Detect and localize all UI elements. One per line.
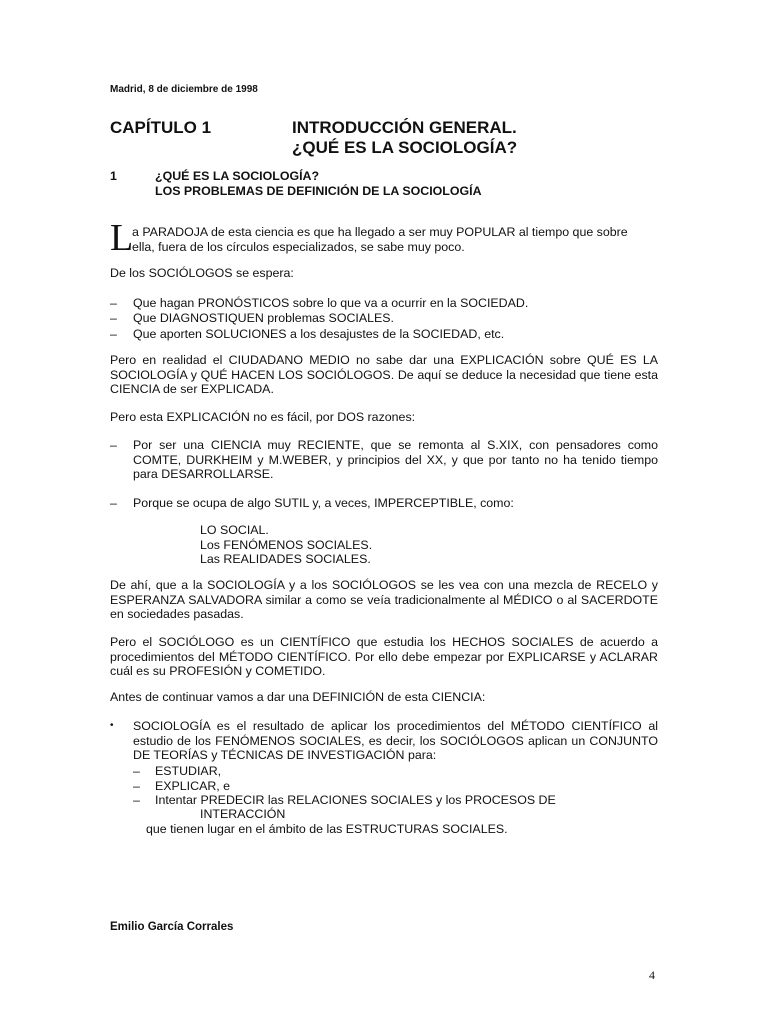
- paragraph-suspicion: De ahí, que a la SOCIOLOGÍA y a los SOCIÓLOGOS se les vea con una mezcla de RECELO y ESPERANZA SALVADORA similar a como se veía tradicionalmente al MÉDICO o al SACERDOTE en sociedades pasadas.: [110, 578, 658, 621]
- definition-closing: que tienen lugar en el ámbito de las ESTRUCTURAS SOCIALES.: [146, 822, 508, 836]
- chapter-title-line1: INTRODUCCIÓN GENERAL.: [292, 118, 517, 137]
- dash-marker: –: [133, 779, 140, 793]
- chapter-title: [292, 118, 517, 158]
- section-number: 1: [110, 169, 117, 183]
- expectations-lead: De los SOCIÓLOGOS se espera:: [110, 266, 294, 280]
- chapter-number: CAPÍTULO 1: [110, 118, 212, 137]
- section-title: [155, 169, 482, 198]
- sub-list-item-text: EXPLICAR, e: [155, 779, 231, 793]
- document-date: Madrid, 8 de diciembre de 1998: [110, 84, 258, 95]
- chapter-title-line2: ¿QUÉ ES LA SOCIOLOGÍA?: [292, 138, 518, 157]
- intro-line1: a PARADOJA de esta ciencia es que ha llegado a ser muy POPULAR al tiempo que sobre: [132, 225, 628, 239]
- sub-list-item: [133, 764, 681, 779]
- dash-marker: –: [110, 296, 117, 310]
- section-title-line1: ¿QUÉ ES LA SOCIOLOGÍA?: [155, 169, 320, 183]
- examples-block: [200, 523, 372, 567]
- dash-marker: –: [133, 793, 140, 807]
- dash-marker: –: [110, 496, 117, 510]
- dash-marker: –: [133, 764, 140, 778]
- definition-text: SOCIOLOGÍA es el resultado de aplicar los procedimientos del MÉTODO CIENTÍFICO al estudio de los FENÓMENOS SOCIALES, es decir, los SOCIÓLOGOS aplican un CONJUNTO DE TEORÍAS y TÉCNICAS DE INVESTIGACIÓN para:: [133, 719, 658, 762]
- author-name: Emilio García Corrales: [110, 921, 234, 933]
- list-item: [110, 496, 658, 511]
- definition-lead: Antes de continuar vamos a dar una DEFINICIÓN de esta CIENCIA:: [110, 690, 486, 704]
- dash-marker: –: [110, 438, 117, 452]
- list-item-text: Que hagan PRONÓSTICOS sobre lo que va a ocurrir en la SOCIEDAD.: [133, 296, 529, 310]
- intro-line2: ella, fuera de los círculos especializados, se sabe muy poco.: [132, 239, 465, 254]
- paragraph-citizen: Pero en realidad el CIUDADANO MEDIO no sabe dar una EXPLICACIÓN sobre QUÉ ES LA SOCIOLOGÍA y QUÉ HACEN LOS SOCIÓLOGOS. De aquí se deduce la necesidad que tiene esta CIENCIA de ser EXPLICADA.: [110, 353, 658, 396]
- sub-list-continuation: INTERACCIÓN: [200, 807, 286, 821]
- list-item: [110, 327, 658, 342]
- reason-two-text: Porque se ocupa de algo SUTIL y, a veces, IMPERCEPTIBLE, como:: [133, 496, 514, 510]
- sub-list-item: [133, 779, 681, 794]
- section-title-line2: LOS PROBLEMAS DE DEFINICIÓN DE LA SOCIOLOGÍA: [155, 183, 482, 198]
- paragraph-scientist: Pero el SOCIÓLOGO es un CIENTÍFICO que estudia los HECHOS SOCIALES de acuerdo a procedimientos del MÉTODO CIENTÍFICO. Por ello debe empezar por EXPLICARSE y ACLARAR cuál es su PROFESIÓN y COMETIDO.: [110, 635, 658, 678]
- intro-paragraph: [110, 217, 658, 259]
- list-item-text: Que aporten SOLUCIONES a los desajustes de la SOCIEDAD, etc.: [133, 327, 505, 341]
- bullet-marker: •: [110, 720, 114, 731]
- definition-bullet-item: [110, 719, 658, 764]
- example-item: LO SOCIAL.: [200, 523, 269, 537]
- example-item: Las REALIDADES SOCIALES.: [200, 552, 371, 566]
- sub-list-item-text: Intentar PREDECIR las RELACIONES SOCIALES y los PROCESOS DE: [155, 793, 556, 807]
- reasons-lead: Pero esta EXPLICACIÓN no es fácil, por DOS razones:: [110, 410, 416, 424]
- sub-list-item-text: ESTUDIAR,: [155, 764, 222, 778]
- dash-marker: –: [110, 327, 117, 341]
- example-item: Los FENÓMENOS SOCIALES.: [200, 537, 373, 552]
- intro-text: [132, 225, 658, 254]
- list-item: [110, 311, 658, 326]
- list-item: [110, 296, 658, 311]
- sub-list-item: [133, 793, 681, 808]
- list-item-text: Que DIAGNOSTIQUEN problemas SOCIALES.: [133, 311, 394, 325]
- list-item: [110, 438, 658, 482]
- drop-cap: L: [110, 217, 134, 259]
- reason-one-text: Por ser una CIENCIA muy RECIENTE, que se remonta al S.XIX, con pensadores como COMTE, DURKHEIM y M.WEBER, y principios del XX, y que por tanto no ha tenido tiempo para DESARROLLARSE.: [133, 438, 658, 481]
- page-number: 4: [649, 968, 655, 982]
- dash-marker: –: [110, 311, 117, 325]
